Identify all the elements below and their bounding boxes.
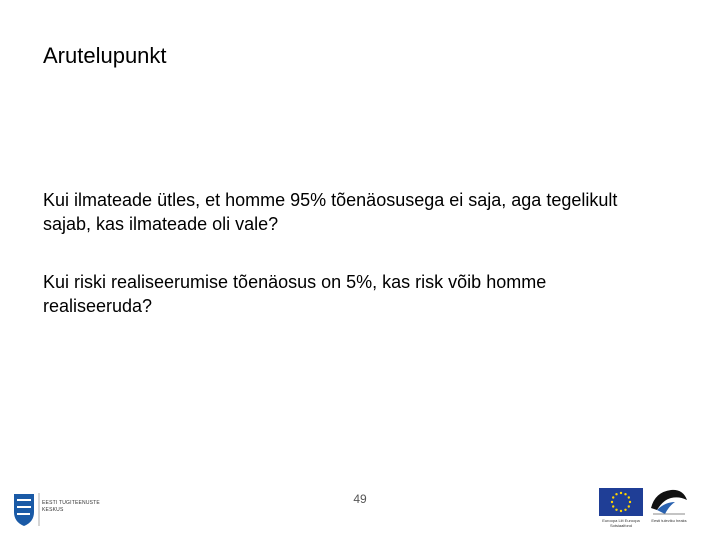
body-paragraph-1: Kui ilmateade ütles, et homme 95% tõenäosusega ei saja, aga tegelikult sajab, kas ilmateade oli vale? — [43, 190, 618, 234]
estonia-caption: Eesti tuleviku heaks — [651, 518, 687, 523]
swallow-logo-icon — [645, 486, 693, 518]
logo-line-1: EESTI TUGITEENUSTE — [42, 500, 100, 506]
estonia-logo — [645, 486, 693, 532]
slide-title: Arutelupunkt — [43, 43, 167, 68]
page-number: 49 — [353, 492, 367, 506]
logo-line-2: KESKUS — [42, 507, 64, 513]
organization-logo-text — [42, 500, 100, 514]
eu-flag-icon — [597, 488, 645, 518]
body-paragraph-2: Kui riski realiseerumise tõenäosus on 5%, kas risk võib homme realiseeruda? — [43, 272, 547, 316]
eu-caption: Euroopa Liit Euroopa Sotsiaalfond — [602, 518, 640, 528]
